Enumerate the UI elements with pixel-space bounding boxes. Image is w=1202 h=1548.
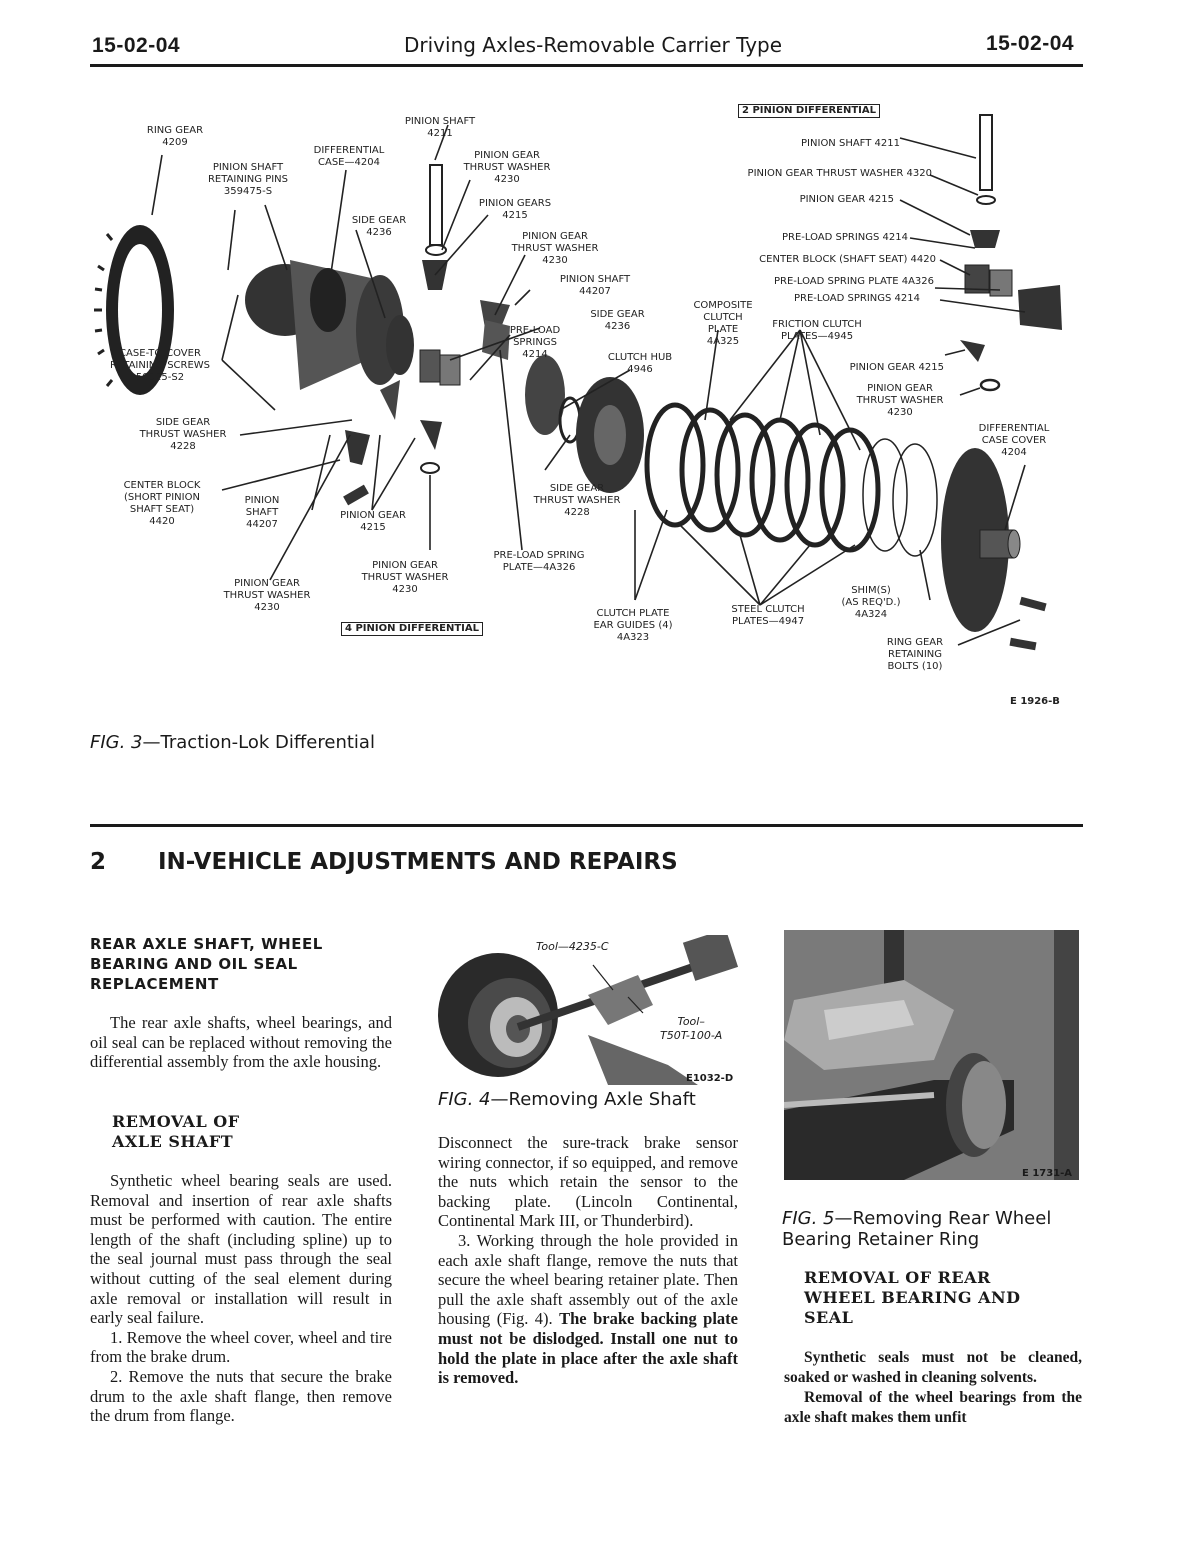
col2-para1: Disconnect the sure-track brake sensor wiring connector, if so equipped, and remove the nuts which retain the sensor to the backing plate. (Lincoln Continental, Continental Mark III, or Thunderbird). (438, 1133, 738, 1231)
figure3-ref-code: E 1926-B (1010, 696, 1060, 707)
figure5-caption-text: —Removing Rear Wheel Bearing Retainer Ring (782, 1208, 1052, 1250)
col3-body (784, 1348, 1082, 1428)
label-pinion-gear-thrust-washer-mid: PINION GEAR THRUST WASHER 4230 (511, 231, 599, 266)
label-clutch-hub: CLUTCH HUB 4946 (607, 352, 673, 375)
label-pinion-gear-thrust-washer-bl: PINION GEAR THRUST WASHER 4230 (223, 578, 311, 613)
figure5-caption-fig: FIG. 5 (782, 1208, 835, 1229)
page-title: Driving Axles-Removable Carrier Type (404, 33, 783, 57)
label-pre-load-spring-plate: PRE-LOAD SPRING PLATE—4A326 (493, 550, 585, 573)
col1-heading: REAR AXLE SHAFT, WHEEL BEARING AND OIL SEAL REPLACEMENT (90, 935, 323, 993)
label-composite-clutch-plate: COMPOSITE CLUTCH PLATE 4A325 (693, 300, 753, 347)
label-r-pinion-gear-thrust-washer-2: PINION GEAR THRUST WASHER 4230 (856, 383, 944, 418)
pinion-shaft-illustration (430, 165, 442, 245)
col3-bold1: Synthetic seals must not be cleaned, soaked or washed in cleaning solvents. (784, 1349, 1082, 1386)
label-r-pinion-gear-thrust-washer: PINION GEAR THRUST WASHER 4320 (747, 168, 932, 179)
section-rule (90, 824, 1083, 827)
figure5-photo (784, 930, 1079, 1180)
label-pinion-gear-thrust-washer-low: PINION GEAR THRUST WASHER 4230 (361, 560, 449, 595)
label-pre-load-springs: PRE-LOAD SPRINGS 4214 (509, 325, 561, 360)
label-pinion-gears: PINION GEARS 4215 (478, 198, 552, 221)
differential-case-illustration (245, 260, 404, 390)
col1-intro-block (90, 1013, 392, 1072)
case-cover-illustration (941, 448, 1020, 632)
label-side-gear: SIDE GEAR 4236 (351, 215, 407, 238)
label-r-pinion-gear: PINION GEAR 4215 (799, 194, 894, 205)
label-side-gear-thrust-washer-left: SIDE GEAR THRUST WASHER 4228 (139, 417, 227, 452)
col1-body (90, 1171, 392, 1426)
col2-body (438, 1133, 738, 1388)
label-ring-gear-retaining-bolts: RING GEAR RETAINING BOLTS (10) (886, 637, 944, 672)
label-r-center-block: CENTER BLOCK (SHAFT SEAT) 4420 (759, 254, 936, 265)
figure5-ref-code: E 1731-A (1022, 1168, 1073, 1179)
figure4-caption-fig: FIG. 4 (438, 1089, 491, 1110)
col1-step2: 2. Remove the nuts that secure the brake drum to the axle shaft flange, then remove the drum from flange. (90, 1366, 392, 1426)
label-center-block: CENTER BLOCK (SHORT PINION SHAFT SEAT) 4420 (123, 480, 201, 527)
label-side-gear-4236: SIDE GEAR 4236 (590, 309, 645, 332)
section-title: IN-VEHICLE ADJUSTMENTS AND REPAIRS (158, 849, 678, 875)
figure4-photo (438, 935, 738, 1085)
label-pinion-gear-thrust-washer-top: PINION GEAR THRUST WASHER 4230 (463, 150, 551, 185)
col1-step1: 1. Remove the wheel cover, wheel and tire from the brake drum. (90, 1327, 392, 1367)
col2-step3-warning: The brake backing plate must not be dislodged. Install one nut to hold the plate in place after the axle shaft is removed. (438, 1309, 738, 1388)
figure3-caption-text: —Traction-Lok Differential (142, 732, 375, 753)
label-steel-clutch-plates: STEEL CLUTCH PLATES—4947 (731, 604, 805, 627)
label-r-pre-load-spring-plate: PRE-LOAD SPRING PLATE 4A326 (773, 276, 934, 287)
label-pinion-shaft-4211: PINION SHAFT 4211 (404, 116, 476, 139)
figure5-caption (782, 1208, 1078, 1250)
label-differential-case: DIFFERENTIAL CASE—4204 (313, 145, 385, 168)
figure4-tool-a: Tool—4235-C (536, 940, 609, 953)
side-gear-illustration (386, 315, 414, 375)
label-r-pinion-gear-2: PINION GEAR 4215 (849, 362, 944, 373)
col2-step3: 3. Working through the hole provided in each axle shaft flange, remove the nuts that secure the wheel bearing retainer plate. Then pull the axle shaft assembly out of the axle housing (Fig. 4). (438, 1230, 738, 1329)
label-case-to-cover-screws: CASE-TO-COVER RETAINING SCREWS 50025-S2 (109, 348, 211, 383)
label-r-pre-load-springs: PRE-LOAD SPRINGS 4214 (781, 232, 908, 243)
label-pinion-shaft-bottom: PINION SHAFT 44207 (244, 495, 280, 530)
figure3-caption-fig: FIG. 3 (90, 732, 143, 753)
label-4-pinion-differential: 4 PINION DIFFERENTIAL (341, 622, 483, 636)
figure3-caption (90, 732, 375, 753)
figure4-caption-text: —Removing Axle Shaft (490, 1089, 696, 1110)
label-pinion-shaft-retaining-pins: PINION SHAFT RETAINING PINS 359475-S (207, 162, 289, 197)
figure4-tool-b: Tool– T50T-100-A (660, 1015, 723, 1042)
label-side-gear-thrust-washer-mid: SIDE GEAR THRUST WASHER 4228 (533, 483, 621, 518)
label-differential-case-cover: DIFFERENTIAL CASE COVER 4204 (978, 423, 1050, 458)
label-2-pinion-differential: 2 PINION DIFFERENTIAL (738, 104, 880, 118)
figure4-ref-code: E1032-D (686, 1073, 734, 1084)
label-r-pre-load-springs-2: PRE-LOAD SPRINGS 4214 (793, 293, 920, 304)
label-r-pinion-shaft: PINION SHAFT 4211 (801, 138, 900, 149)
clutch-plates-illustration (647, 405, 878, 550)
label-pinion-gear-bottom: PINION GEAR 4215 (340, 510, 406, 533)
label-friction-clutch-plates: FRICTION CLUTCH PLATES—4945 (772, 319, 862, 342)
col1-intro: The rear axle shafts, wheel bearings, and oil seal can be replaced without removing the differential assembly from the axle housing. (90, 1013, 392, 1072)
section-number: 2 (90, 849, 107, 875)
header-rule (90, 64, 1083, 67)
page-number-right: 15-02-04 (986, 32, 1075, 55)
col1-para1: Synthetic wheel bearing seals are used. Removal and insertion of rear axle shafts must be performed with caution. The entire length of the shaft (including spline) up to the seal journal must pass through the seal without cutting of the seal element during axle removal or installation will result in early seal failure. (90, 1171, 392, 1328)
label-pinion-shaft-44207: PINION SHAFT 44207 (559, 274, 631, 297)
page-number-left: 15-02-04 (92, 34, 181, 57)
label-clutch-plate-ear-guides: CLUTCH PLATE EAR GUIDES (4) 4A323 (593, 608, 673, 643)
col3-bold2: Removal of the wheel bearings from the axle shaft makes them unfit (784, 1389, 1082, 1426)
col1-subheading: REMOVAL OF AXLE SHAFT (112, 1112, 240, 1151)
label-shims: SHIM(S) (AS REQ'D.) 4A324 (841, 585, 901, 620)
figure4-caption (438, 1089, 696, 1110)
col3-subheading: REMOVAL OF REAR WHEEL BEARING AND SEAL (804, 1268, 1021, 1327)
label-ring-gear: RING GEAR 4209 (146, 125, 204, 148)
